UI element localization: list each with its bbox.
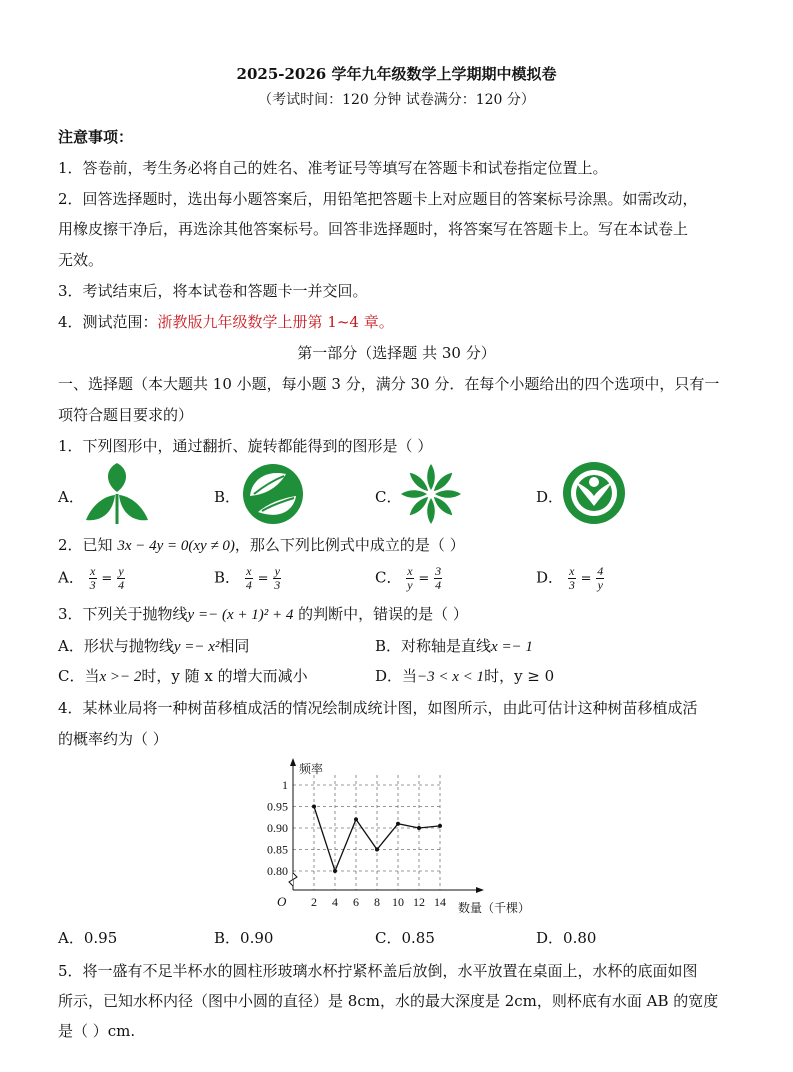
q3-option-c-suffix: 时，y 随 x 的增大而减小 <box>141 667 308 685</box>
q3-option-c-math: x >− 2 <box>99 669 142 685</box>
q3-option-a <box>58 631 249 662</box>
y-axis-arrow <box>290 758 296 766</box>
q3-option-a-suffix: 相同 <box>219 637 250 655</box>
data-point <box>375 848 379 852</box>
numerator: y <box>118 564 124 578</box>
q3-option-c <box>58 661 308 692</box>
x-tick-label: 4 <box>332 895 338 909</box>
numerator: x <box>246 564 252 578</box>
numerator: x <box>569 564 575 578</box>
q3-option-a-math: y =− x² <box>173 639 220 655</box>
green-food-emblem-icon <box>560 460 628 526</box>
y-tick-label: 0.80 <box>267 864 288 878</box>
q2-a-right-fraction <box>117 565 125 592</box>
q1-option-b-label: B． <box>214 488 241 506</box>
q2-c-right-fraction <box>434 565 442 592</box>
x-tick-label: 10 <box>392 895 404 909</box>
q3-option-d <box>375 661 554 692</box>
data-point <box>396 822 400 826</box>
q1-option-d-label: D． <box>536 488 564 506</box>
question-5-line-1: 5．将一盛有不足半杯水的圆柱形玻璃水杯拧紧杯盖后放倒，水平放置在桌面上，水杯的底面如图 <box>58 962 698 980</box>
data-point <box>333 869 337 873</box>
equals-sign: = <box>418 571 430 587</box>
x-axis-label: 数量（千棵） <box>458 901 531 915</box>
question-5-line-2: 所示，已知水杯内径（图中小圆的直径）是 8cm，水的最大深度是 2cm，则杯底有水面 AB 的宽度 <box>58 992 719 1010</box>
q2-option-d <box>536 565 604 592</box>
q3-stem-suffix: 的判断中，错误的是（ ） <box>293 605 468 623</box>
q2-option-d-label: D． <box>536 568 564 587</box>
notice-item-2-line-3: 无效。 <box>58 251 104 269</box>
q4-option-a: A．0.95 <box>58 929 118 947</box>
notice-item-4 <box>58 307 394 337</box>
question-5-line-3: 是（ ）cm. <box>58 1022 136 1040</box>
denominator: 3 <box>568 578 575 592</box>
question-3-stem <box>58 599 468 630</box>
q2-option-c <box>375 565 442 592</box>
q3-option-b <box>375 631 533 662</box>
notice-item-4-prefix: 4．测试范围： <box>58 313 158 331</box>
y-tick-label: 0.95 <box>267 799 288 814</box>
y-tick-label: 0.85 <box>267 842 288 857</box>
notice-item-3: 3．考试结束后，将本试卷和答题卡一并交回。 <box>58 282 368 300</box>
part-title: 第一部分（选择题 共 30 分） <box>297 344 496 362</box>
denominator: 3 <box>274 578 281 592</box>
q2-option-b <box>214 565 281 592</box>
equals-sign: = <box>257 571 269 587</box>
section-heading-line-2: 项符合题目要求的） <box>58 406 194 424</box>
q2-stem-suffix: ，那么下列比例式中成立的是（ ） <box>234 536 465 554</box>
data-point <box>438 824 442 828</box>
denominator: y <box>407 578 413 592</box>
numerator: y <box>274 564 280 578</box>
q2-option-b-label: B． <box>214 568 241 587</box>
q2-d-left-fraction <box>568 565 576 592</box>
q2-equation: 3x − 4y = 0(xy ≠ 0) <box>117 538 235 554</box>
q2-a-left-fraction <box>89 565 97 592</box>
x-tick-label: 14 <box>434 895 446 909</box>
question-4-stem-line-2: 的概率约为（ ） <box>58 730 168 748</box>
q4-option-c: C．0.85 <box>375 929 435 947</box>
numerator: x <box>89 564 96 578</box>
q2-d-right-fraction <box>596 565 604 592</box>
test-range: 浙教版九年级数学上册第 1~4 章。 <box>157 313 394 331</box>
x-tick-label: 6 <box>353 895 359 909</box>
notice-heading: 注意事项： <box>58 128 134 146</box>
q2-option-c-label: C． <box>375 568 402 587</box>
denominator: 4 <box>435 578 442 592</box>
equals-sign: = <box>580 571 592 587</box>
q2-b-right-fraction <box>273 565 281 592</box>
q3-option-d-prefix: D．当 <box>375 667 418 685</box>
page-title: 2025-2026 学年九年级数学上学期期中模拟卷 <box>236 65 557 83</box>
q4-option-b: B．0.90 <box>214 929 274 947</box>
q3-parabola: y =− (x + 1)² + 4 <box>187 607 294 623</box>
x-tick-label: 2 <box>311 895 317 909</box>
two-leaves-circle-icon <box>240 462 306 526</box>
y-tick-label: 1 <box>282 778 288 792</box>
q3-stem-prefix: 3．下列关于抛物线 <box>58 605 188 623</box>
origin-label: O <box>277 894 287 909</box>
notice-item-2-line-2: 用橡皮擦干净后，再选涂其他答案标号。回答非选择题时，将答案写在答题卡上。写在本试卷上 <box>58 220 689 238</box>
trefoil-leaf-icon <box>82 462 152 526</box>
x-tick-label: 8 <box>374 895 380 909</box>
equals-sign: = <box>101 571 113 587</box>
q1-option-a-label: A． <box>58 488 84 506</box>
q3-option-b-math: x =− 1 <box>491 639 533 655</box>
section-heading-line-1: 一、选择题（本大题共 10 小题，每小题 3 分，满分 30 分．在每个小题给出的四个选项中，只有一 <box>58 375 720 393</box>
data-point <box>354 817 358 821</box>
data-point <box>417 826 421 830</box>
question-1-stem: 1．下列图形中，通过翻折、旋转都能得到的图形是（ ） <box>58 437 433 455</box>
q3-option-d-math: −3 < x < 1 <box>417 669 485 685</box>
frequency-line-chart <box>250 757 540 917</box>
q3-option-c-prefix: C．当 <box>58 667 100 685</box>
q2-option-a <box>58 565 125 592</box>
denominator: y <box>597 578 603 592</box>
q3-option-d-suffix: 时，y ≥ 0 <box>484 667 555 685</box>
q2-c-left-fraction <box>406 565 413 592</box>
exam-info: （考试时间：120 分钟 试卷满分：120 分） <box>258 92 535 108</box>
data-point <box>312 805 316 809</box>
x-tick-label: 12 <box>413 895 425 909</box>
denominator: 3 <box>89 578 96 592</box>
numerator: x <box>407 564 413 578</box>
q1-option-c-label: C． <box>375 488 402 506</box>
denominator: 4 <box>245 578 252 592</box>
q2-option-a-label: A． <box>58 568 84 587</box>
q3-option-b-prefix: B．对称轴是直线 <box>375 637 492 655</box>
q2-b-left-fraction <box>245 565 253 592</box>
x-axis-arrow <box>476 887 484 893</box>
q4-option-d: D．0.80 <box>536 929 597 947</box>
y-tick-label: 0.90 <box>267 821 288 835</box>
denominator: 4 <box>118 578 125 592</box>
notice-item-1: 1．答卷前，考生务必将自己的姓名、准考证号等填写在答题卡和试卷指定位置上。 <box>58 159 608 177</box>
notice-item-2-line-1: 2．回答选择题时，选出每小题答案后，用铅笔把答题卡上对应题目的答案标号涂黑。如需改动， <box>58 190 698 208</box>
numerator: 3 <box>435 564 442 578</box>
numerator: 4 <box>597 564 604 578</box>
q3-option-a-prefix: A．形状与抛物线 <box>58 637 174 655</box>
eight-petal-flower-icon <box>398 462 464 526</box>
y-axis-label: 频率 <box>299 762 324 776</box>
question-2-stem <box>58 530 465 561</box>
question-4-stem-line-1: 4．某林业局将一种树苗移植成活的情况绘制成统计图，如图所示，由此可估计这种树苗移植成活 <box>58 699 698 717</box>
q2-stem-prefix: 2．已知 <box>58 536 118 554</box>
axis-break-mark <box>289 873 297 886</box>
